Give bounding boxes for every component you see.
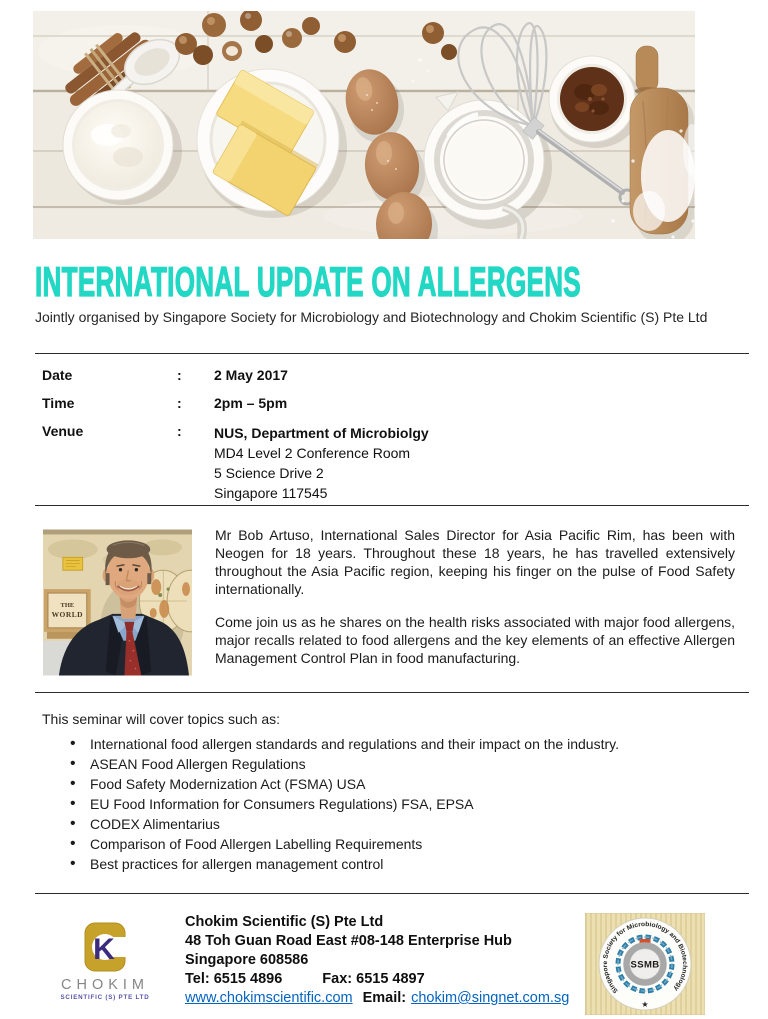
footer-contact [185, 913, 580, 1008]
time-label: Time [42, 395, 75, 411]
map-logo-tag [63, 557, 83, 570]
topics-section [42, 711, 742, 877]
event-details [42, 367, 742, 514]
detail-row-venue: Venue : NUS, Department of Microbiolgy MD4 Level 2 Conference Room 5 Science Drive 2 Singapore 117545 [42, 423, 429, 501]
website-link[interactable]: www.chokimscientific.com [185, 990, 353, 1006]
header-photo-baking-ingredients [33, 11, 695, 239]
bio-paragraph-2: Come join us as he shares on the health risks associated with major food allergens, major recalls related to food allergens and the key elements of an effective Allergen Management Control Plan in food manufacturing. [215, 614, 735, 666]
email-label: Email: [362, 990, 407, 1006]
tel: Tel: 6515 4896 [185, 971, 283, 987]
chokim-logo-name: CHOKIM [61, 977, 149, 993]
company-address-line2: Singapore 608586 [185, 952, 309, 968]
venue-label: Venue [42, 423, 84, 439]
page-title: INTERNATIONAL UPDATE ON ALLERGENS [35, 258, 581, 305]
date-value: 2 May 2017 [214, 367, 288, 383]
fax: Fax: 6515 4897 [322, 971, 425, 987]
chokim-logo [55, 919, 155, 1019]
ssmb-logo [585, 913, 705, 1015]
topic-item: • Comparison of Food Allergen Labelling Requirements [42, 837, 742, 852]
divider-top-of-footer [35, 893, 749, 894]
speaker-bio [215, 526, 735, 667]
bio-paragraph-1: Mr Bob Artuso, International Sales Director for Asia Pacific Rim, has been with Neogen for 18 years. Throughout these 18 years, he has travelled extensively throughout the Asia Pacific region, keeping his finger on the pulse of Food Safety internationally. [215, 527, 735, 597]
ssmb-star: ★ [641, 1000, 649, 1009]
company-address-line1: 48 Toh Guan Road East #08-148 Enterprise Hub [185, 933, 512, 949]
topic-item: • Best practices for allergen management control [42, 857, 742, 872]
ssmb-ring-text: Singapore Society for Microbiology and Biotechnology [601, 921, 689, 995]
email-link[interactable]: chokim@singnet.com.sg [411, 990, 570, 1006]
chokim-logo-letter: K [93, 933, 115, 966]
topic-item: • ASEAN Food Allergen Regulations [42, 757, 742, 772]
topic-item: • International food allergen standards and regulations and their impact on the industry. [42, 737, 742, 752]
topics-list [42, 737, 742, 872]
company-web-email [185, 989, 580, 1008]
detail-row-date: Date : 2 May 2017 [42, 367, 288, 383]
company-name: Chokim Scientific (S) Pte Ltd [185, 914, 384, 930]
date-label: Date [42, 367, 73, 383]
topic-item: • CODEX Alimentarius [42, 817, 742, 832]
page-subtitle: Jointly organised by Singapore Society for Microbiology and Biotechnology and Chokim Scientific (S) Pte Ltd [35, 309, 708, 325]
company-tel-fax [185, 970, 580, 989]
speaker-photo [43, 529, 192, 676]
svg-text:THE: THE [60, 601, 75, 609]
divider-top-of-details [35, 353, 749, 354]
svg-text:WORLD: WORLD [51, 609, 84, 619]
time-value: 2pm – 5pm [214, 395, 288, 411]
chokim-logo-subtext: SCIENTIFIC (S) PTE LTD [60, 994, 150, 1001]
divider-bottom-of-speaker [35, 692, 749, 693]
topic-item: • EU Food Information for Consumers Regulations) FSA, EPSA [42, 797, 742, 812]
ssmb-center-text: SSMB [630, 959, 660, 971]
topic-item: • Food Safety Modernization Act (FSMA) USA [42, 777, 742, 792]
detail-row-time: Time : 2pm – 5pm [42, 395, 288, 411]
venue-value: NUS, Department of Microbiolgy MD4 Level 2 Conference Room 5 Science Drive 2 Singapore 117545 [214, 425, 429, 501]
topics-intro: This seminar will cover topics such as: [42, 711, 281, 727]
